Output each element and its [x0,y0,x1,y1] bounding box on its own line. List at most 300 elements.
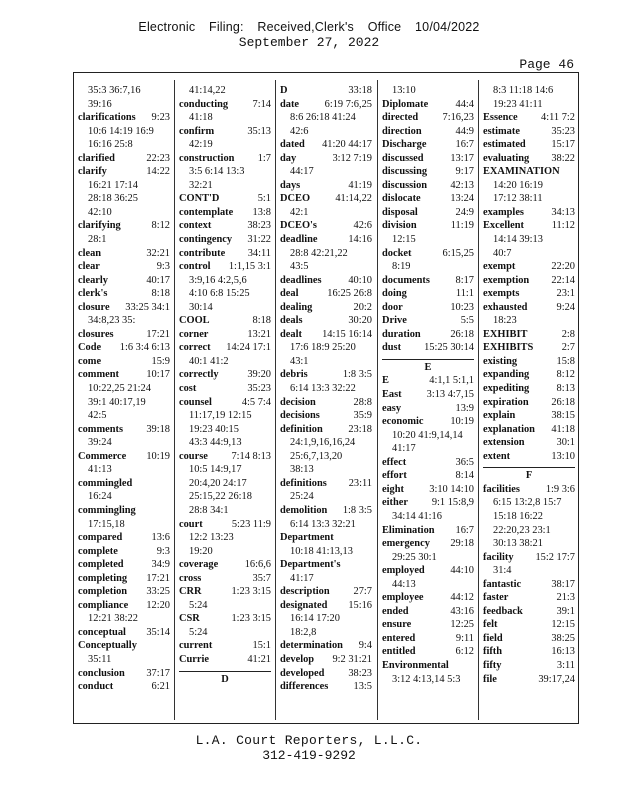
index-term: completion [78,586,128,598]
index-entry-continuation [179,490,271,504]
index-refs: 12:21 38:22 [88,613,138,625]
index-entry [382,98,474,112]
index-entry-continuation [280,612,372,626]
index-refs: 3:10 14:10 [429,483,474,495]
index-entry [78,247,170,261]
index-entry [382,287,474,301]
index-entry [483,165,575,179]
index-entry-continuation [382,429,474,443]
index-entry-continuation [483,98,575,112]
index-refs: 10:6 14:19 16:9 [88,125,154,137]
index-refs: 22:20,23 23:1 [493,524,551,536]
index-term: faster [483,592,509,604]
index-refs: 16:21 17:14 [88,179,138,191]
index-term: clerk's [78,288,108,300]
index-term: Elimination [382,524,435,536]
index-term: economic [382,416,424,428]
index-refs: 41:17 [392,443,416,455]
filing-stamp-part: Electronic [138,20,196,34]
index-entry [382,632,474,646]
index-term: CRR [179,586,202,598]
index-refs: 19:23 40:15 [189,423,239,435]
index-entry-continuation [483,179,575,193]
index-entry [382,537,474,551]
index-entry [78,355,170,369]
index-term: explain [483,410,516,422]
index-entry [280,368,372,382]
index-entry-continuation [179,599,271,613]
index-refs: 9:1 15:8,9 [431,497,474,509]
index-entry-continuation [179,301,271,315]
index-refs: 40:1 41:2 [189,355,229,367]
index-entry [179,396,271,410]
index-term: correctly [179,369,219,381]
index-entry-continuation [280,518,372,532]
index-entry-continuation [280,125,372,139]
index-refs: 14:14 39:13 [493,234,543,246]
index-refs: 44:4 [455,98,474,110]
index-refs: 39:17,24 [538,673,575,685]
index-term: duration [382,328,421,340]
index-refs: 33:25 [146,586,170,598]
index-entry-continuation [78,206,170,220]
index-refs: 3:11 [556,659,575,671]
index-entry [483,219,575,233]
index-refs: 26:18 [450,328,474,340]
index-term: eight [382,483,404,495]
index-refs: 34:11 [247,247,271,259]
index-entry-continuation [179,626,271,640]
index-refs: 24:9 [455,206,474,218]
index-refs: 41:19 [348,179,372,191]
index-refs: 8:13 [556,383,575,395]
index-entry [382,456,474,470]
index-refs: 8:6 26:18 41:24 [290,112,356,124]
index-refs: 16:7 [455,139,474,151]
index-entry [483,301,575,315]
index-refs: 31:22 [247,234,271,246]
index-term: felt [483,619,498,631]
index-refs: 15:1 [252,640,271,652]
index-entry-continuation [78,233,170,247]
index-refs: 13:9 [455,402,474,414]
index-term: definition [280,423,323,435]
index-entry [78,599,170,613]
index-term: discussion [382,179,428,191]
index-refs: 9:4 [358,640,372,652]
index-refs: 19:20 [189,545,213,557]
column-divider [377,80,378,720]
index-refs: 44:17 [290,166,314,178]
filing-stamp-part: 10/04/2022 [415,20,480,34]
index-refs: 43:16 [450,605,474,617]
index-term: conducting [179,98,229,110]
index-entry [179,341,271,355]
index-term: docket [382,247,412,259]
index-term: EXHIBIT [483,328,528,340]
reporter-name: L.A. Court Reporters, L.L.C. [195,733,423,748]
index-refs: 17:15,18 [88,518,125,530]
index-entry [78,341,170,355]
index-refs: 28:8 42:21,22 [290,247,348,259]
index-refs: 1:23 3:15 [231,586,271,598]
index-entry [179,585,271,599]
index-term: exemption [483,274,530,286]
index-refs: 13:5 [353,681,372,693]
index-refs: 28:8 [353,396,372,408]
index-refs: 15:25 30:14 [424,342,474,354]
index-term: exhausted [483,301,528,313]
index-refs: 35:23 [551,125,575,137]
index-entry [179,639,271,653]
index-refs: 8:14 [455,470,474,482]
index-entry-continuation [280,206,372,220]
index-refs: 9:11 [455,632,474,644]
index-entry-continuation [179,84,271,98]
index-term: clarified [78,152,115,164]
index-refs: 42:13 [450,179,474,191]
index-refs: 10:19 [146,450,170,462]
index-entry [280,233,372,247]
index-entry-continuation [179,409,271,423]
index-term: clarifications [78,112,136,124]
section-letter: E [382,359,474,375]
index-refs: 9:3 [156,545,170,557]
index-term: facilities [483,483,520,495]
index-refs: 8:3 11:18 14:6 [493,85,554,96]
index-entry [179,382,271,396]
index-term: closures [78,328,114,340]
index-term: Department [280,532,334,544]
index-term: expiration [483,396,529,408]
index-entry [78,531,170,545]
index-entry-continuation [483,496,575,510]
index-refs: 38:23 [247,220,271,232]
index-entry [179,125,271,139]
index-term: division [382,220,417,232]
index-refs: 26:18 [551,396,575,408]
index-entry-continuation [280,247,372,261]
index-refs: 42:5 [88,410,107,422]
index-term: completed [78,559,124,571]
index-term: differences [280,681,329,693]
index-refs: 12:2 13:23 [189,532,234,544]
index-term: control [179,261,211,273]
index-term: exempts [483,288,520,300]
index-term: EXAMINATION [483,166,560,178]
index-refs: 35:23 [247,383,271,395]
index-term: feedback [483,605,523,617]
index-refs: 1:7 [257,152,271,164]
index-refs: 29:25 30:1 [392,551,437,563]
index-entry [483,409,575,423]
index-entry [483,206,575,220]
index-entry-continuation [78,490,170,504]
index-entry [483,578,575,592]
index-entry [78,585,170,599]
index-entry-continuation [483,84,575,98]
index-refs: 43:1 [290,355,309,367]
index-term: construction [179,152,235,164]
index-term: clarifying [78,220,121,232]
index-term: ended [382,605,409,617]
index-entry [483,382,575,396]
index-refs: 6:12 [455,646,474,658]
index-refs: 14:20 16:19 [493,179,543,191]
index-entry-continuation [483,233,575,247]
index-refs: 4:1,1 5:1,1 [429,375,474,387]
index-entry [78,626,170,640]
index-term: dealt [280,328,302,340]
index-term: doing [382,288,407,300]
index-term: disposal [382,206,418,218]
index-term: entered [382,632,416,644]
index-entry [382,179,474,193]
index-refs: 3:13 4:7,15 [426,389,474,401]
index-entry [78,219,170,233]
index-entry [179,233,271,247]
index-refs: 39:18 [146,423,170,435]
column-divider [174,80,175,720]
index-term: conclusion [78,667,125,679]
index-entry [280,653,372,667]
index-refs: 14:15 16:14 [322,328,372,340]
index-term: deadline [280,234,318,246]
index-refs: 10:18 41:13,13 [290,545,353,557]
index-refs: 11:12 [551,220,575,232]
index-term: demolition [280,504,328,516]
index-refs: 4:11 7:2 [541,112,575,124]
index-entry [78,450,170,464]
index-entry [483,396,575,410]
index-refs: 20:2 [353,301,372,313]
index-term: debris [280,369,308,381]
index-entry [382,314,474,328]
index-refs: 5:5 [460,315,474,327]
index-term: employed [382,565,425,577]
index-entry [483,152,575,166]
index-term: dated [280,139,305,151]
index-entry [382,206,474,220]
index-entry [280,98,372,112]
index-entry [78,639,170,653]
index-refs: 8:17 [455,274,474,286]
index-refs: 38:15 [551,410,575,422]
index-refs: 5:24 [189,626,208,638]
index-entry [78,260,170,274]
index-entry-continuation [280,626,372,640]
index-term: clear [78,261,100,273]
index-term: conceptual [78,626,126,638]
index-term: developed [280,667,325,679]
index-entry [483,450,575,464]
index-refs: 31:4 [493,565,512,577]
index-refs: 13:10 [551,450,575,462]
index-term: commingled [78,477,133,489]
index-refs: 9:3 [156,261,170,273]
index-refs: 39:1 40:17,19 [88,396,146,408]
index-term: either [382,497,408,509]
index-entry-continuation [483,510,575,524]
index-entry [179,247,271,261]
index-entry-continuation [382,578,474,592]
reporter-phone: 312-419-9292 [262,748,356,763]
index-refs: 41:18 [189,112,213,124]
index-refs: 41:17 [290,572,314,584]
index-entry [280,477,372,491]
index-entry-continuation [179,287,271,301]
index-refs: 20:4,20 24:17 [189,477,247,489]
index-entry [78,504,170,518]
index-term: D [280,85,288,96]
index-entry [382,564,474,578]
index-entry-continuation [179,138,271,152]
index-entry-continuation [483,192,575,206]
index-refs: 13:8 [252,206,271,218]
index-term: extent [483,450,511,462]
index-refs: 9:23 [151,112,170,124]
index-refs: 37:17 [146,667,170,679]
index-refs: 30:20 [348,315,372,327]
index-refs: 25:24 [290,491,314,503]
index-refs: 39:16 [88,98,112,110]
index-refs: 32:21 [189,179,213,191]
index-entry [382,402,474,416]
index-entry [280,423,372,437]
index-term: comment [78,369,119,381]
index-refs: 7:14 [252,98,271,110]
index-refs: 18:2,8 [290,626,317,638]
index-refs: 30:13 38:21 [493,538,543,550]
index-refs: 3:5 6:14 13:3 [189,166,245,178]
index-refs: 5:23 11:9 [231,518,271,530]
index-term: court [179,518,203,530]
index-refs: 5:24 [189,599,208,611]
index-refs: 39:1 [556,605,575,617]
index-entry-continuation [78,138,170,152]
index-entry [483,125,575,139]
filing-stamp [0,20,618,34]
index-refs: 40:17 [146,274,170,286]
index-refs: 10:5 14:9,17 [189,464,242,476]
index-entry [78,423,170,437]
index-entry [483,368,575,382]
index-entry [483,423,575,437]
index-refs: 6:21 [151,681,170,693]
index-refs: 13:10 [392,85,416,96]
index-refs: 39:24 [88,437,112,449]
index-entry [280,504,372,518]
index-refs: 21:3 [556,592,575,604]
index-refs: 16:7 [455,524,474,536]
index-term: determination [280,640,343,652]
index-entry [179,368,271,382]
index-entry-continuation [179,355,271,369]
index-term: Department's [280,559,341,571]
index-refs: 1:8 3:5 [342,504,372,516]
index-refs: 38:23 [348,667,372,679]
index-entry-continuation [78,125,170,139]
index-entry-continuation [78,382,170,396]
index-refs: 10:19 [450,416,474,428]
index-entry [382,301,474,315]
index-term: clearly [78,274,108,286]
index-entry [382,274,474,288]
index-entry-continuation [179,274,271,288]
index-entry [78,165,170,179]
index-refs: 8:18 [151,288,170,300]
index-term: coverage [179,559,219,571]
index-refs: 22:14 [551,274,575,286]
index-entry [483,673,575,687]
index-refs: 40:7 [493,247,512,259]
index-term: file [483,673,497,685]
index-entry [78,274,170,288]
index-entry [483,645,575,659]
index-refs: 42:6 [290,125,309,137]
index-term: expanding [483,369,530,381]
index-entry-continuation [78,463,170,477]
index-term: DCEO's [280,220,317,232]
index-entry [280,192,372,206]
index-entry [382,496,474,510]
index-refs: 28:1 [88,234,107,246]
index-term: existing [483,355,518,367]
index-term: Drive [382,315,407,327]
index-refs: 41:20 44:17 [322,139,372,151]
index-term: easy [382,402,402,414]
index-entry [78,667,170,681]
index-refs: 9:17 [455,166,474,178]
index-refs: 16:25 26:8 [327,288,372,300]
index-term: discussing [382,166,428,178]
index-entry [382,374,474,388]
index-refs: 43:5 [290,261,309,273]
index-entry-continuation [280,450,372,464]
index-term: counsel [179,396,212,408]
index-term: emergency [382,538,430,550]
index-term: complete [78,545,118,557]
index-term: examples [483,206,524,218]
index-refs: 42:1 [290,206,309,218]
index-entry [483,355,575,369]
index-entry-continuation [280,341,372,355]
index-entry-continuation [179,463,271,477]
index-entry-continuation [179,504,271,518]
index-term: ensure [382,619,412,631]
index-refs: 8:12 [556,369,575,381]
index-entry [78,368,170,382]
index-term: fifty [483,659,502,671]
index-refs: 28:18 36:25 [88,193,138,205]
index-refs: 43:3 44:9,13 [189,437,242,449]
index-entry [382,659,474,673]
index-entry [179,192,271,206]
index-refs: 17:6 18:9 25:20 [290,342,356,354]
index-entry-continuation [78,84,170,98]
index-entry [483,341,575,355]
index-refs: 44:10 [450,565,474,577]
index-entry [483,287,575,301]
index-entry [280,585,372,599]
index-term: extension [483,437,525,449]
index-term: decisions [280,410,320,422]
index-entry [483,274,575,288]
index-refs: 10:17 [146,369,170,381]
index-refs: 30:14 [189,301,213,313]
index-refs: 9:24 [556,301,575,313]
index-refs: 8:18 [252,315,271,327]
